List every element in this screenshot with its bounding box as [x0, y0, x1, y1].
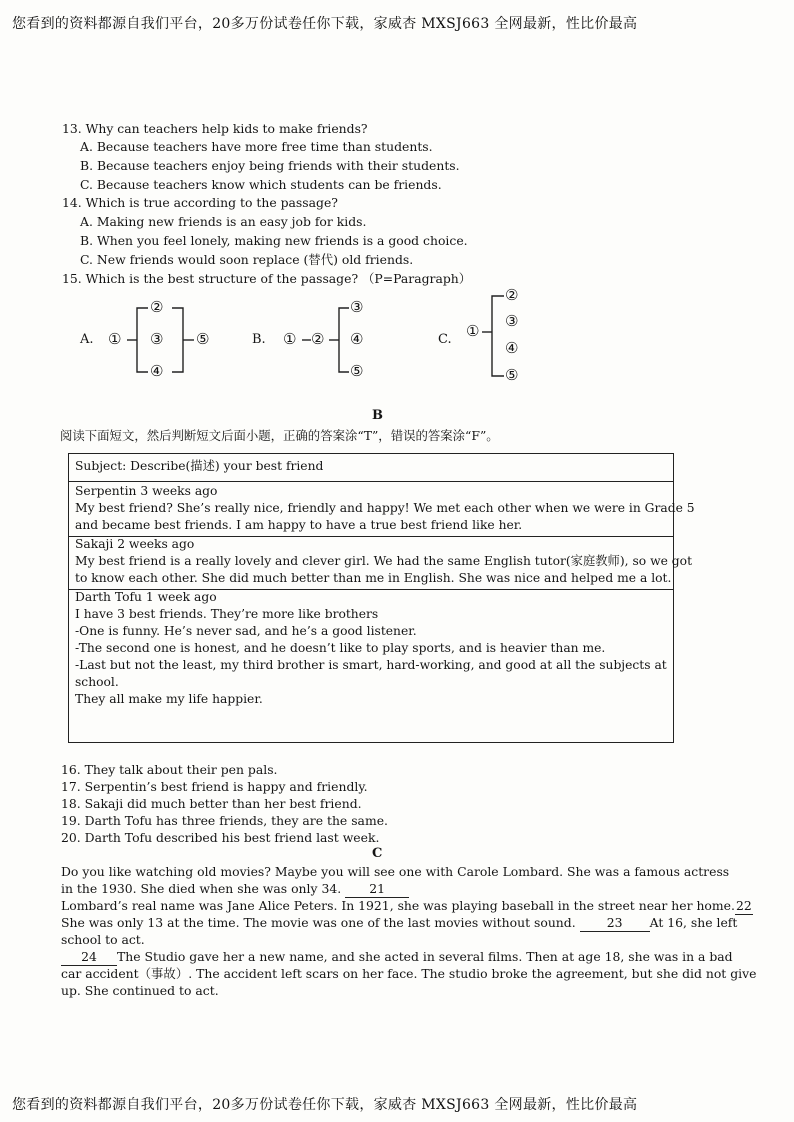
statement-16: 16. They talk about their pen pals.	[61, 762, 278, 777]
post-line: -One is funny. He’s never sad, and he’s a good listener.	[75, 624, 417, 638]
subject-row	[69, 454, 673, 482]
node-1: ①	[466, 322, 480, 340]
structure-option-a-label: A.	[80, 332, 94, 347]
node-1: ①	[108, 330, 122, 348]
passage-text: The Studio gave her a new name, and she acted in several films. Then at age 18, she was in a bad	[117, 949, 733, 964]
post-header: Darth Tofu 1 week ago	[75, 590, 217, 604]
node-3: ③	[350, 298, 364, 316]
passage-line	[61, 881, 409, 898]
blank-21: 21	[345, 881, 409, 898]
section-c-letter: C	[372, 846, 383, 861]
post-serpentin	[69, 481, 695, 537]
question-13-option-b: B. Because teachers enjoy being friends with their students.	[80, 158, 460, 173]
node-2: ②	[505, 286, 519, 304]
bottom-watermark-banner: 您看到的资料都源自我们平台，20多万份试卷任你下载，家威杏 MXSJ663 全网最新，性比价最高	[12, 1097, 638, 1113]
statement-17: 17. Serpentin’s best friend is happy and friendly.	[61, 779, 368, 794]
question-14-stem: 14. Which is true according to the passage?	[62, 195, 338, 210]
node-2: ②	[311, 330, 325, 348]
node-5: ⑤	[196, 330, 210, 348]
passage-line: Do you like watching old movies? Maybe you will see one with Carole Lombard. She was a famous actress	[61, 864, 730, 879]
question-14-option-c: C. New friends would soon replace (替代) old friends.	[80, 252, 414, 267]
passage-line	[61, 898, 753, 915]
post-line: They all make my life happier.	[75, 692, 263, 706]
passage-text: in the 1930. She died when she was only 34.	[61, 881, 346, 896]
statement-18: 18. Sakaji did much better than her best friend.	[61, 796, 362, 811]
blank-22: 22	[736, 898, 752, 913]
node-2: ②	[150, 298, 164, 316]
question-13-stem: 13. Why can teachers help kids to make friends?	[62, 121, 368, 136]
node-3: ③	[150, 330, 164, 348]
post-darth-tofu	[69, 589, 673, 741]
subject-line: Subject: Describe(描述) your best friend	[75, 459, 324, 473]
blank-24: 24	[61, 949, 117, 966]
passage-text: At 16, she left	[649, 915, 738, 930]
passage-text: She was only 13 at the time. The movie was one of the last movies without sound.	[61, 915, 580, 930]
node-4: ④	[350, 330, 364, 348]
passage-line	[61, 915, 737, 932]
post-line: school.	[75, 675, 119, 689]
structure-b-connectors	[295, 300, 355, 380]
post-line: and became best friends. I am happy to have a true best friend like her.	[75, 518, 523, 532]
question-14-option-a: A. Making new friends is an easy job for kids.	[80, 214, 367, 229]
post-header: Sakaji 2 weeks ago	[75, 537, 195, 551]
structure-a-brackets	[120, 300, 200, 380]
node-3: ③	[505, 312, 519, 330]
passage-line: up. She continued to act.	[61, 983, 219, 998]
blank-23: 23	[580, 915, 650, 932]
question-13-option-a: A. Because teachers have more free time than students.	[80, 139, 433, 154]
structure-c-bracket	[480, 288, 510, 384]
post-line: to know each other. She did much better than me in English. She was nice and helped me a lot.	[75, 571, 672, 585]
node-1: ①	[283, 330, 297, 348]
structure-option-c-label: C.	[438, 332, 452, 347]
question-13-option-c: C. Because teachers know which students can be friends.	[80, 177, 442, 192]
top-watermark-banner: 您看到的资料都源自我们平台，20多万份试卷任你下载，家威杏 MXSJ663 全网最新，性比价最高	[12, 16, 638, 32]
forum-board	[68, 453, 695, 743]
section-b-instruction: 阅读下面短文，然后判断短文后面小题，正确的答案涂“T”，错误的答案涂“F”。	[60, 428, 499, 443]
node-4: ④	[150, 362, 164, 380]
node-4: ④	[505, 339, 519, 357]
post-line: -Last but not the least, my third brother is smart, hard-working, and good at all the subjects at	[75, 658, 667, 672]
node-5: ⑤	[505, 366, 519, 384]
question-15-stem: 15. Which is the best structure of the passage? （P=Paragraph）	[62, 271, 472, 286]
node-5: ⑤	[350, 362, 364, 380]
post-line: My best friend is a really lovely and clever girl. We had the same English tutor(家庭教师), so we got	[75, 554, 693, 568]
post-sakaji	[69, 536, 693, 590]
post-line: -The second one is honest, and he doesn’t like to play sports, and is heavier than me.	[75, 641, 606, 655]
post-header: Serpentin 3 weeks ago	[75, 484, 218, 498]
question-14-option-b: B. When you feel lonely, making new friends is a good choice.	[80, 233, 468, 248]
post-line: I have 3 best friends. They’re more like brothers	[75, 607, 379, 621]
section-b-letter: B	[372, 408, 383, 423]
structure-option-b-label: B.	[252, 332, 266, 347]
post-line: My best friend? She’s really nice, friendly and happy! We met each other when we were in Grade 5	[75, 501, 695, 515]
passage-line	[61, 949, 733, 966]
passage-line: car accident（事故）. The accident left scars on her face. The studio broke the agreement, but she did not give	[61, 966, 757, 981]
statement-19: 19. Darth Tofu has three friends, they are the same.	[61, 813, 388, 828]
statement-20: 20. Darth Tofu described his best friend last week.	[61, 830, 380, 845]
passage-text: Lombard’s real name was Jane Alice Peters. In 1921, she was playing baseball in the street near her home.	[61, 898, 735, 913]
passage-line: school to act.	[61, 932, 145, 947]
